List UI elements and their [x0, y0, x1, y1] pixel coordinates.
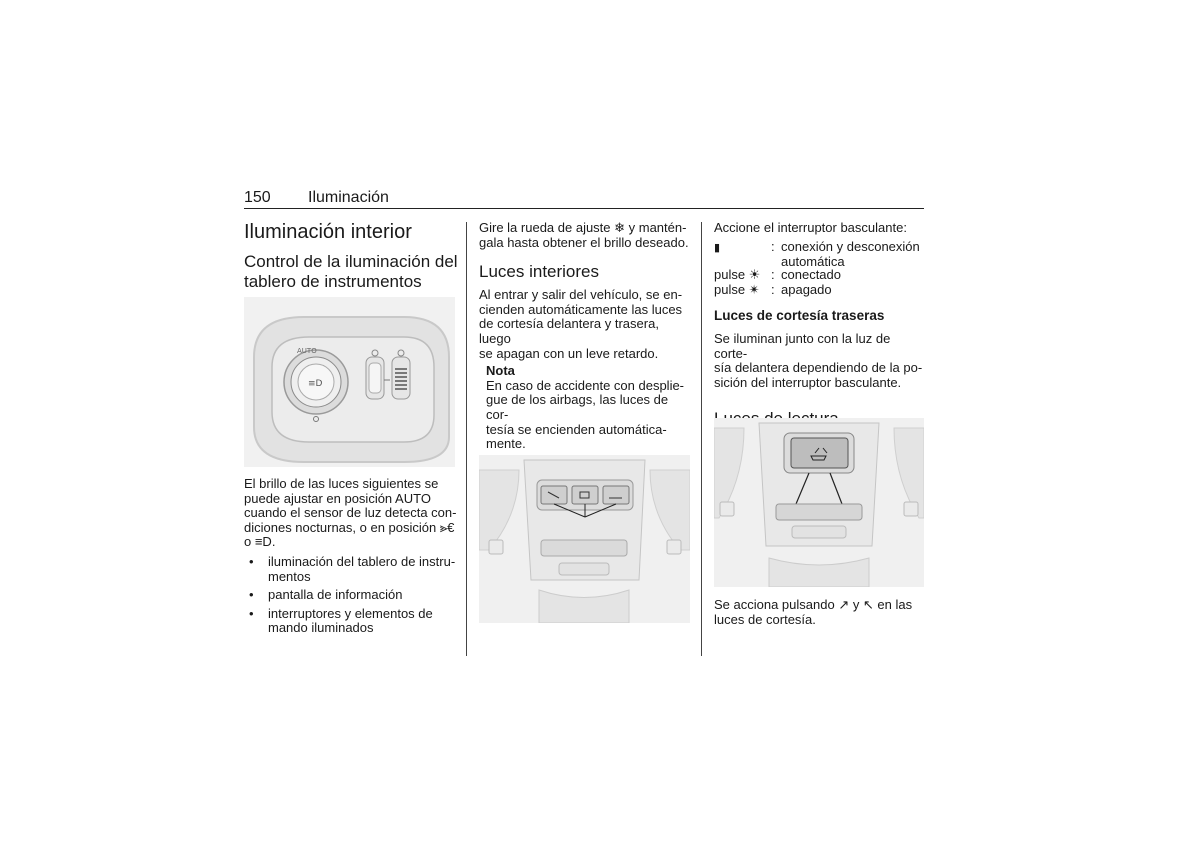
- note-line: mente.: [486, 436, 526, 452]
- switch-row-auto: [714, 240, 720, 256]
- column-divider-2: [701, 222, 702, 656]
- row-value: conectado: [781, 267, 841, 282]
- row-value: [781, 240, 920, 269]
- header-rule: [244, 208, 924, 209]
- col2-para-line: de cortesía delantera y trasera, luego: [479, 316, 659, 346]
- note-line: tesía se encienden automática-: [486, 421, 667, 437]
- reading-line: luces de cortesía.: [714, 611, 816, 627]
- col2-para-line: cienden automáticamente las luces: [479, 301, 683, 317]
- section-title: Iluminación: [308, 189, 389, 206]
- light-switch-illustration: [244, 297, 455, 467]
- subheading-rear-courtesy: Luces de cortesía traseras: [714, 308, 885, 323]
- row-sep: :: [771, 239, 775, 254]
- rear-line: Se iluminan junto con la luz de corte-: [714, 331, 891, 361]
- list-item: • interruptores y elementos de mando iluminados: [244, 607, 459, 636]
- reading-line: Se acciona pulsando ↗ y ↖ en las: [714, 597, 913, 612]
- switch-row-off: pulse ✴: [714, 282, 760, 297]
- column-divider-1: [466, 222, 467, 656]
- note-line: gue de los airbags, las luces de cor-: [486, 392, 669, 422]
- note-title: Nota: [486, 363, 515, 379]
- rocker-auto-icon: ▮: [714, 241, 721, 254]
- note-box: [479, 364, 691, 452]
- subheading-interior: Luces interiores: [479, 262, 600, 282]
- bullet-list: [244, 555, 459, 636]
- list-item: • pantalla de información: [244, 588, 459, 603]
- col1-para-line: puede ajustar en posición AUTO: [244, 490, 431, 506]
- col2-para-line: se apagan con un leve retardo.: [479, 345, 659, 361]
- page-number: 150: [244, 189, 271, 206]
- col2-intro-line: Gire la rueda de ajuste ❄ y mantén-: [479, 220, 687, 235]
- reading-light-illustration: [714, 418, 924, 587]
- svg-text:≡D: ≡D: [308, 379, 323, 389]
- col2-body: [479, 221, 691, 473]
- subheading-dashboard: Control de la iluminación del tablero de instrumentos: [244, 252, 458, 291]
- col1-body: [244, 477, 459, 640]
- note-line: En caso de accidente con desplie-: [486, 377, 685, 393]
- col3-rear: [714, 308, 926, 429]
- col2-intro-line: gala hasta obtener el brillo deseado.: [479, 234, 689, 250]
- col1-para-line: diciones nocturnas, o en posición ⪢€: [244, 519, 455, 535]
- row-value: apagado: [781, 282, 832, 297]
- front-courtesy-light-illustration: [479, 455, 690, 623]
- col1-para-line: o ≡D.: [244, 534, 276, 550]
- rear-line: sía delantera dependiendo de la po-: [714, 360, 923, 376]
- col3-reading-text: [714, 598, 926, 627]
- row-value-line: conexión y desconexión: [781, 239, 920, 254]
- row-sep: :: [771, 282, 775, 297]
- list-item: • iluminación del tablero de instru- mentos: [244, 555, 459, 584]
- rear-line: sición del interruptor basculante.: [714, 374, 902, 390]
- row-value-line: automática: [781, 253, 845, 269]
- col3-intro-text: Accione el interruptor basculante:: [714, 220, 907, 235]
- col1-para-line: El brillo de las luces siguientes se: [244, 476, 439, 491]
- dial-label-auto: AUTO: [297, 347, 317, 355]
- col3-intro: [714, 221, 926, 236]
- col2-para-line: Al entrar y salir del vehículo, se en-: [479, 287, 683, 303]
- col1-para-line: cuando el sensor de luz detecta con-: [244, 505, 457, 521]
- switch-row-on: pulse ☀: [714, 267, 761, 282]
- row-sep: :: [771, 267, 775, 282]
- page-heading: Iluminación interior: [244, 221, 412, 243]
